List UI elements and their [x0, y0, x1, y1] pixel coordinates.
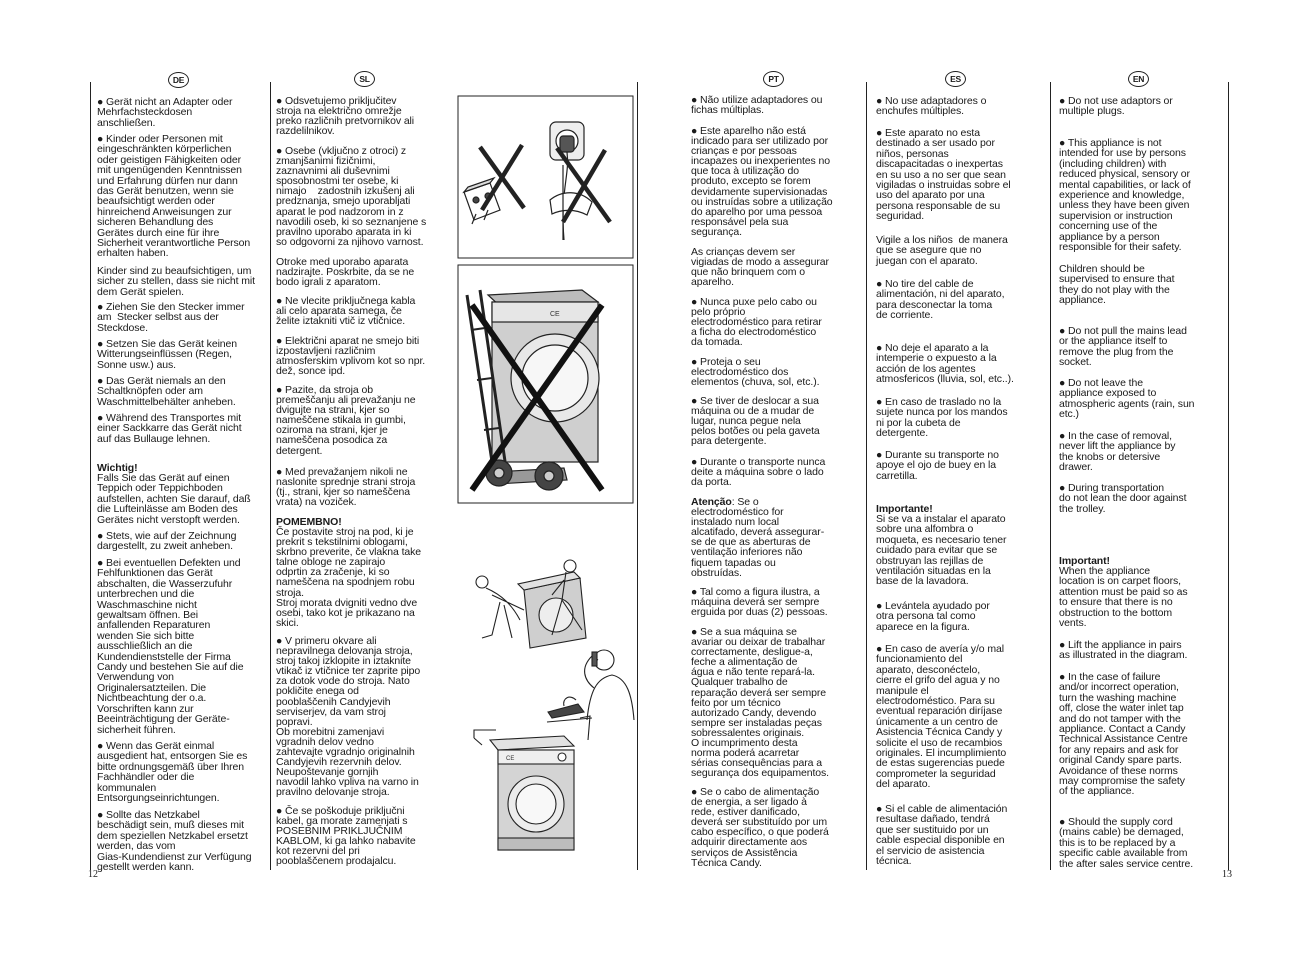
- es-paragraph: ● Si el cable de alimentación resultase dañado, tendrá que ser sustituido por un cable especial disponible en el servicio de asistencia técnica.: [876, 803, 1008, 868]
- pt-paragraph: ● Tal como a figura ilustra, a máquina deverá ser sempre erguida por duas (2) pessoas.: [691, 586, 828, 619]
- pt-attention-heading: Atenção: [691, 496, 732, 508]
- pt-paragraph: ● Durante o transporte nunca deite a máquina sobre o lado da porta.: [691, 456, 826, 489]
- es-paragraph: ● Levántela ayudado por otra persona tal como aparece en la figura.: [876, 600, 990, 633]
- svg-text:CE: CE: [506, 756, 515, 762]
- de-paragraph: ● Sollte das Netzkabel beschädigt sein, muß dieses mit dem speziellen Netzkabel ersetzt werden, das vom Gias-Kundendienst zur Verfügung gestellt werden kann.: [97, 809, 252, 874]
- call-service-icon: [547, 650, 634, 722]
- pt-paragraph: ● Proteja o seu electrodoméstico dos elementos (chuva, sol, etc.).: [691, 356, 820, 389]
- column-divider: [866, 82, 867, 870]
- sl-paragraph: ● Odsvetujemo priključitev stroja na električno omrežje preko različnih pretvornikov ali razdelilnikov.: [276, 95, 415, 138]
- page-number-right: 13: [1222, 869, 1232, 880]
- de-paragraph: ● Während des Transportes mit einer Sackkarre das Gerät nicht auf das Bullauge lehnen.: [97, 412, 242, 445]
- es-paragraph: ● No tire del cable de alimentación, ni del aparato, para desconectar la toma de corriente.: [876, 278, 1005, 322]
- sl-paragraph: ● Pazite, da stroja ob premeščanju ali prevažanju ne dvigujte na strani, kjer so nameščene stikala in gumbi, oziroma na strani, kjer je nameščena posodica za detergent.: [276, 384, 416, 457]
- column-divider: [1228, 82, 1229, 870]
- sl-paragraph: ● Med prevažanjem nikoli ne naslonite sprednje strani stroja (tj., strani, kjer so nameščena vrata) na voziček.: [276, 466, 416, 509]
- es-paragraph: ● En caso de traslado no la sujete nunca por los mandos ni por la cubeta de detergente.: [876, 396, 1008, 440]
- de-paragraph: ● Wenn das Gerät einmal ausgedient hat, entsorgen Sie es bitte ordnungsgemäß über Ihren Fachhändler oder die kommunalen Entsorgungseinrichtungen.: [97, 740, 248, 805]
- washing-machine-icon: [474, 716, 590, 850]
- no-pull-cord-icon: [550, 122, 610, 240]
- de-paragraph: ● Ziehen Sie den Stecker immer am Stecker selbst aus der Steckdose.: [97, 301, 245, 334]
- de-paragraph: ● Kinder oder Personen mit eingeschränkten körperlichen oder geistigen Fähigkeiten oder mit ungenügenden Kenntnissen und Erfahrung dürfen nur dann das Gerät benutzen, wenn sie beaufsichtigt werden oder hinreichend Anweisungen zur sicheren Behandlung des Gerätes durch eine für ihre Sicherheit verantwortliche Person erhalten haben.: [97, 133, 251, 260]
- column-divider: [90, 82, 91, 870]
- es-paragraph: ● Durante su transporte no apoye el ojo de buey en la carretilla.: [876, 449, 999, 482]
- sl-paragraph: Če postavite stroj na pod, ki je prekrit s tekstilnimi oblogami, skrbno preverite, če vlakna take talne obloge ne zapirajo odprtin za zračenje, ki so nameščena na spodnjem robu stroja. Stroj morata dvigniti vedno dve osebi, tako kot je prikazano na skici.: [276, 526, 422, 629]
- es-paragraph: Vigile a los niños de manera que se asegure que no juegan con el aparato.: [876, 234, 1008, 267]
- en-paragraph: When the appliance location is on carpet floors, attention must be paid so as to ensure that there is no obstruction to the bottom vents.: [1059, 565, 1188, 630]
- sl-paragraph: ● Električni aparat ne smejo biti izpostavljeni različnim atmosferskim vplivom kot so npr. dež, sonce ipd.: [276, 335, 426, 378]
- column-divider: [270, 82, 271, 870]
- language-badge-es: ES: [945, 71, 966, 87]
- pt-paragraph: ● Nunca puxe pelo cabo ou pelo próprio electrodoméstico para retirar a ficha do electrodoméstico da tomada.: [691, 296, 822, 349]
- language-badge-sl: SL: [354, 71, 375, 87]
- pt-attention-paragraph: [691, 497, 824, 578]
- de-paragraph: ● Das Gerät niemals an den Schaltknöpfen oder am Waschmittelbehälter anheben.: [97, 375, 236, 408]
- no-trolley-on-door-icon: [458, 265, 633, 503]
- en-paragraph: ● In the case of failure and/or incorrect operation, turn the washing machine off, close the water inlet tap and do not tamper with the appliance. Contact a Candy Technical Assistance Centre for any repairs and ask for original Candy spare parts. Avoidance of these norms may compromise the safety of the appliance.: [1059, 671, 1188, 798]
- en-paragraph: ● In the case of removal, never lift the appliance by the knobs or detersive drawer.: [1059, 430, 1176, 474]
- svg-text:CE: CE: [550, 311, 560, 318]
- en-paragraph: ● Lift the appliance in pairs as illustrated in the diagram.: [1059, 639, 1188, 662]
- pt-attention-text: : Se o electrodoméstico for instalado num local alcatifado, deverá assegurar- se de que as aberturas de ventilação inferiores não fiquem tapadas ou obstruídas.: [691, 496, 825, 579]
- en-paragraph: Children should be supervised to ensure that they do not play with the appliance.: [1059, 263, 1175, 307]
- de-paragraph: ● Setzen Sie das Gerät keinen Witterungseinflüssen (Regen, Sonne usw.) aus.: [97, 338, 238, 371]
- en-paragraph: ● Should the supply cord (mains cable) be demaged, this is to be replaced by a specific cable available from the after sales service centre.: [1059, 816, 1194, 870]
- en-paragraph: ● Do not pull the mains lead or the appliance itself to remove the plug from the socket.: [1059, 325, 1187, 369]
- sl-paragraph: ● Osebe (vključno z otroci) z zmanjšanimi fizičnimi, zaznavnimi ali duševnimi sposobnostmi ter osebe, ki nimajo zadostnih izkušenj ali predznanja, smejo uporabljati aparat le pod nadzorom in z navodili oseb, ki so seznanjene s pravilno uporabo aparata in ki so odgovorni za njihovo varnost.: [276, 145, 427, 248]
- language-badge-pt: PT: [763, 71, 784, 87]
- pt-paragraph: ● Se a sua máquina se avariar ou deixar de trabalhar correctamente, desligue-a, feche a alimentação de água e não tente repará-la. Qualquer trabalho de reparação deverá ser sempre feito por um técnico autorizado Candy, devendo sempre ser instaladas peças sobressalentes originais. O incumprimento desta norma poderá acarretar sérias consequências para a segurança dos equipamentos.: [691, 626, 829, 780]
- es-paragraph: ● No deje el aparato a la intemperie o expuesto a la acción de los agentes atmosfericos (lluvia, sol, etc..).: [876, 342, 1014, 386]
- pt-paragraph: ● Não utilize adaptadores ou fichas múltiplas.: [691, 94, 823, 117]
- sl-paragraph: ● Če se poškoduje priključni kabel, ga morate zamenjati s POSEBNIM PRIKLJUČNIM KABLOM, ki ga lahko nabavite kot rezervni del pri pooblaščenem prodajalcu.: [276, 805, 416, 868]
- de-important-heading: Wichtig!: [97, 462, 138, 474]
- column-divider: [1050, 82, 1051, 870]
- en-paragraph: ● Do not leave the appliance exposed to atmospheric agents (rain, sun etc.): [1059, 377, 1195, 421]
- no-adaptor-icon: [458, 96, 633, 258]
- es-paragraph: ● No use adaptadores o enchufes múltiples.: [876, 95, 987, 118]
- en-paragraph: ● Do not use adaptors or multiple plugs.: [1059, 95, 1173, 118]
- page-number-left: 12: [88, 869, 98, 880]
- es-paragraph: Si se va a instalar el aparato sobre una alfombra o moqueta, es necesario tener cuidado para evitar que se obstruyan las rejillas de ventilación situadas en la base de la lavadora.: [876, 513, 1007, 588]
- es-important-heading: Importante!: [876, 503, 933, 515]
- column-divider: [637, 82, 638, 870]
- en-paragraph: ● This appliance is not intended for use by persons (including children) with reduced physical, sensory or mental capabilities, or lack of experience and knowledge, unless they have been given supervision or instruction concerning use of the appliance by a person responsible for their safety.: [1059, 137, 1191, 254]
- pt-paragraph: ● Este aparelho não está indicado para ser utilizado por crianças e por pessoas incapazes ou inexperientes no que toca à utilização do produto, excepto se forem devidamente supervisionadas ou instruídas sobre a utilização do aparelho por uma pessoa responsável pela sua segurança.: [691, 125, 833, 238]
- en-important-heading: Important!: [1059, 555, 1110, 567]
- de-paragraph: Kinder sind zu beaufsichtigen, um sicher zu stellen, dass sie nicht mit dem Gerät spielen.: [97, 265, 255, 298]
- de-paragraph: Falls Sie das Gerät auf einen Teppich oder Teppichboden aufstellen, achten Sie darauf, daß die Lufteinlässe am Boden des Gerätes nicht verstopft werden.: [97, 472, 251, 526]
- sl-important-heading: POMEMBNO!: [276, 516, 342, 528]
- de-paragraph: ● Stets, wie auf der Zeichnung dargestellt, zu zweit anheben.: [97, 530, 237, 553]
- language-badge-en: EN: [1128, 71, 1149, 87]
- de-paragraph: ● Gerät nicht an Adapter oder Mehrfachsteckdosen anschließen.: [97, 96, 233, 129]
- sl-paragraph: ● Ne vlecite priključnega kabla ali celo aparata samega, če želite iztakniti vtič iz vtičnice.: [276, 295, 416, 328]
- pt-paragraph: ● Se o cabo de alimentação de energia, a ser ligado à rede, estiver danificado, deverá ser substituído por um cabo específico, o que poderá adquirir directamente aos serviços de Assistência Técnica Candy.: [691, 786, 829, 869]
- pt-paragraph: ● Se tiver de deslocar a sua máquina ou de a mudar de lugar, nunca pegue nela pelos botões ou pela gaveta para detergente.: [691, 395, 820, 448]
- de-paragraph: ● Bei eventuellen Defekten und Fehlfunktionen das Gerät abschalten, die Wasserzufuhr unterbrechen und die Waschmaschine nicht gewaltsam öffnen. Bei anfallenden Reparaturen wenden Sie sich bitte ausschließlich an die Kundendienststelle der Firma Candy und bestehen Sie auf die Verwendung von Originalersatzteilen. Die Nichtbeachtung der o.a. Vorschriften kann zur Beeinträchtigung der Geräte- sicherheit führen.: [97, 557, 244, 736]
- en-paragraph: ● During transportation do not lean the door against the trolley.: [1059, 482, 1187, 515]
- pt-paragraph: As crianças devem ser vigiadas de modo a assegurar que não brinquem com o aparelho.: [691, 246, 829, 289]
- sl-paragraph: Otroke med uporabo aparata nadzirajte. Poskrbite, da se ne bodo igrali z aparatom.: [276, 256, 415, 289]
- lift-in-pairs-icon: [476, 560, 586, 648]
- sl-paragraph: ● V primeru okvare ali nepravilnega delovanja stroja, stroj takoj izklopite in iztaknite vtikač iz vtičnice ter zaprite pipo za dotok vode do stroja. Nato pokličite enega od pooblaščenih Candyjevih serviserjev, da vam stroj popravi. Ob morebitni zamenjavi vgradnih delov vedno zahtevajte vgradnjo originalnih Candyjevih rezervnih delov. Neupoštevanje gornjih navodil lahko vpliva na varno in pravilno delovanje stroja.: [276, 635, 421, 799]
- illustrations-panel: [452, 90, 637, 860]
- es-paragraph: ● Este aparato no esta destinado a ser usado por niños, personas discapacitadas o inexpertas en su uso a no ser que sean vigiladas o instruidas sobre el uso del aparato por una persona responsable de su seguridad.: [876, 127, 1011, 223]
- es-paragraph: ● En caso de avería y/o mal funcionamiento del aparato, desconéctelo, cierre el grifo del agua y no manipule el electrodoméstico. Para su eventual reparación diríjase únicamente a un centro de Asistencia Técnica Candy y solicite el uso de recambios originales. El incumplimiento de estas sugerencias puede comprometer la seguridad del aparato.: [876, 643, 1007, 791]
- language-badge-de: DE: [168, 72, 189, 88]
